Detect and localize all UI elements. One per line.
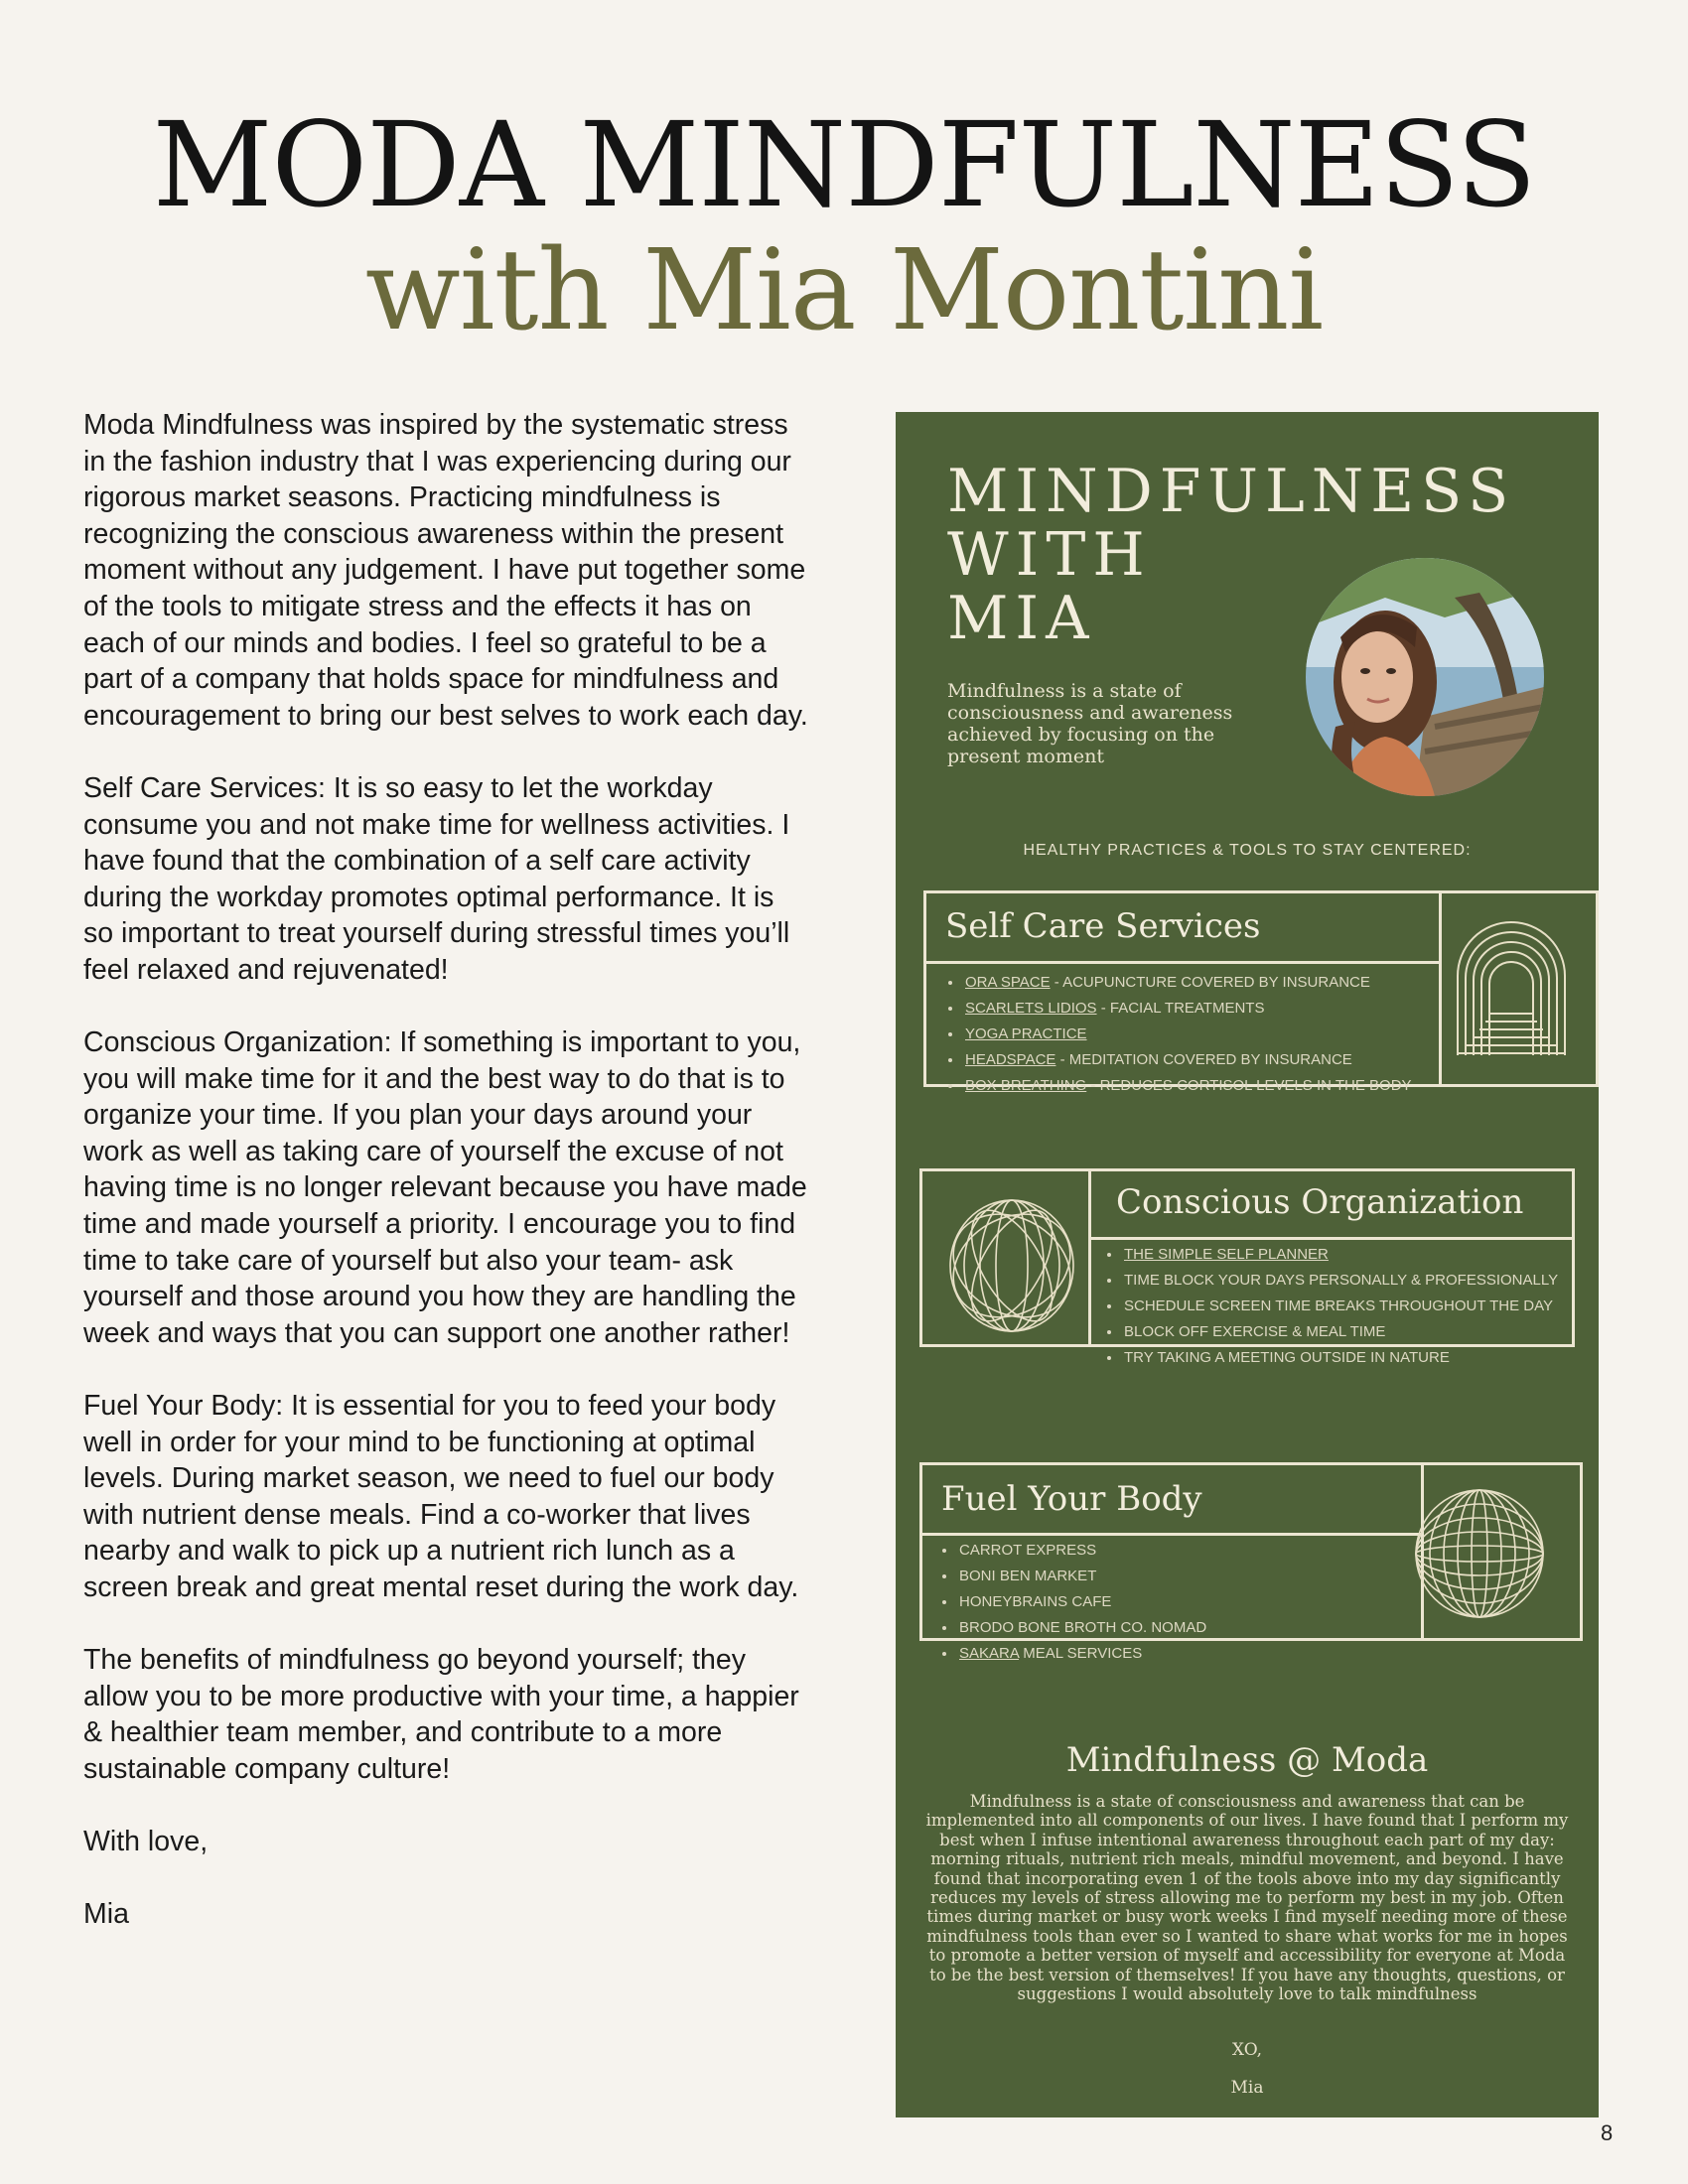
list-item	[963, 1047, 1430, 1073]
article-signature: Mia	[83, 1898, 129, 1931]
resource-link[interactable]: ORA SPACE	[965, 974, 1051, 991]
list-item	[963, 996, 1430, 1022]
item-text: TRY TAKING A MEETING OUTSIDE IN NATURE	[1124, 1349, 1450, 1366]
item-text: CARROT EXPRESS	[959, 1542, 1097, 1559]
self-care-list	[945, 970, 1430, 1099]
article-paragraph-benefits: The benefits of mindfulness go beyond yourself; they allow you to be more productive with your time, a happier & healthier team member, and contribute to a more sustainable company culture!	[83, 1644, 799, 1785]
fuel-body-heading: Fuel Your Body	[941, 1479, 1202, 1519]
item-text: - REDUCES CORTISOL LEVELS IN THE BODY	[1086, 1077, 1412, 1094]
list-item	[957, 1641, 1424, 1667]
list-item	[963, 970, 1430, 996]
page-title: MODA MINDFULNESS	[152, 96, 1536, 233]
article-paragraph-intro: Moda Mindfulness was inspired by the systematic stress in the fashion industry that I was experiencing during our rigorous market seasons. Practicing mindfulness is recognizing the conscious awareness within the present moment without any judgement. I have put together some of the tools to mitigate stress and the effects it has on each of our minds and bodies. I feel so grateful to be a part of a company that holds space for mindfulness and encouragement to bring our best selves to work each day.	[83, 409, 808, 732]
item-text: HONEYBRAINS CAFE	[959, 1593, 1112, 1610]
resource-link[interactable]: THE SIMPLE SELF PLANNER	[1124, 1246, 1329, 1263]
list-item	[957, 1589, 1424, 1615]
article-paragraph-self-care: Self Care Services: It is so easy to let the workday consume you and not make time for wellness activities. I have found that the combination of a self care activity during the workday promotes optimal performance. It is so important to treat yourself during stressful times you’ll feel relaxed and rejuvenated!	[83, 771, 790, 986]
panel-title-line: MIA	[947, 584, 1096, 653]
page-number: 8	[1601, 2120, 1614, 2145]
conscious-org-heading: Conscious Organization	[1116, 1182, 1524, 1222]
panel-title-line: WITH	[947, 520, 1152, 590]
article-paragraph-fuel: Fuel Your Body: It is essential for you to feed your body well in order for your mind to be functioning at optimal levels. During market season, we need to fuel our body with nutrient dense meals. Find a co-worker that lives nearby and walk to pick up a nutrient rich lunch as a screen break and great mental reset during the work day.	[83, 1390, 799, 1603]
self-care-heading: Self Care Services	[945, 906, 1261, 946]
resource-link[interactable]: YOGA PRACTICE	[965, 1025, 1087, 1042]
mindfulness-panel	[896, 412, 1599, 2117]
moda-mindfulness-heading: Mindfulness @ Moda	[1065, 1740, 1429, 1780]
fuel-body-list	[939, 1538, 1424, 1667]
list-item	[963, 1073, 1430, 1099]
article-closing: With love,	[83, 1826, 209, 1858]
item-text: SCHEDULE SCREEN TIME BREAKS THROUGHOUT THE DAY	[1124, 1297, 1554, 1314]
mindfulness-definition: Mindfulness is a state of consciousness and awareness achieved by focusing on the present moment	[947, 680, 1233, 767]
list-item	[1122, 1242, 1559, 1268]
resource-link[interactable]: HEADSPACE	[965, 1051, 1056, 1068]
wire-globe-icon	[945, 1196, 1078, 1335]
list-item	[1122, 1268, 1559, 1294]
list-item	[957, 1615, 1424, 1641]
item-text: BLOCK OFF EXERCISE & MEAL TIME	[1124, 1323, 1386, 1340]
resource-link[interactable]: SAKARA	[959, 1645, 1020, 1662]
item-text: - ACUPUNCTURE COVERED BY INSURANCE	[1050, 974, 1370, 991]
item-text: BRODO BONE BROTH CO. NOMAD	[959, 1619, 1207, 1636]
list-item	[1122, 1345, 1559, 1371]
item-text: MEAL SERVICES	[1019, 1645, 1143, 1662]
list-item	[1122, 1294, 1559, 1319]
panel-signature: Mia	[1230, 2078, 1264, 2098]
item-text: - FACIAL TREATMENTS	[1096, 1000, 1265, 1017]
item-text: BONI BEN MARKET	[959, 1568, 1097, 1584]
list-item	[957, 1564, 1424, 1589]
portrait-photo	[1306, 558, 1544, 796]
resource-link[interactable]: SCARLETS LIDIOS	[965, 1000, 1097, 1017]
panel-tagline: HEALTHY PRACTICES & TOOLS TO STAY CENTERED:	[1023, 842, 1472, 859]
page-subtitle: with Mia Montini	[364, 226, 1324, 355]
list-item	[957, 1538, 1424, 1564]
article-body	[83, 407, 808, 1970]
article-paragraph-organization: Conscious Organization: If something is important to you, you will make time for it and the best way to do that is to organize your time. If you plan your days around your work as well as taking care of yourself the excuse of not having time is no longer relevant because you have made time and made yourself a priority. I encourage you to find time to take care of yourself but also your team- ask yourself and those around you how they are handling the week and ways that you can support one another rather!	[83, 1026, 807, 1349]
panel-signoff: XO,	[1231, 2040, 1263, 2060]
item-text: - MEDITATION COVERED BY INSURANCE	[1055, 1051, 1352, 1068]
panel-title-line: MINDFULNESS	[947, 457, 1516, 526]
conscious-org-list	[1104, 1242, 1559, 1371]
moda-mindfulness-body: Mindfulness is a state of consciousness and awareness that can be implemented into all components of our lives. I have found that I perform my best when I infuse intentional awareness throughout each part of my day: morning rituals, nutrient rich meals, mindful movement, and beyond. I have found that incorporating even 1 of the tools above into my day significantly reduces my levels of stress allowing me to perform my best in my job. Often times during market or busy work weeks I find myself needing more of these mindfulness tools than ever so I wanted to share what works for me in hopes to promote a better version of myself and accessibility for everyone at Moda to be the best version of themselves! If you have any thoughts, questions, or suggestions I would absolutely love to talk mindfulness	[925, 1792, 1569, 2004]
resource-link[interactable]: BOX BREATHING	[965, 1077, 1087, 1094]
list-item	[1122, 1319, 1559, 1345]
sphere-lines-icon	[1410, 1484, 1549, 1623]
list-item	[963, 1022, 1430, 1047]
item-text: TIME BLOCK YOUR DAYS PERSONALLY & PROFESSIONALLY	[1124, 1272, 1559, 1289]
arch-icon	[1454, 918, 1569, 1057]
